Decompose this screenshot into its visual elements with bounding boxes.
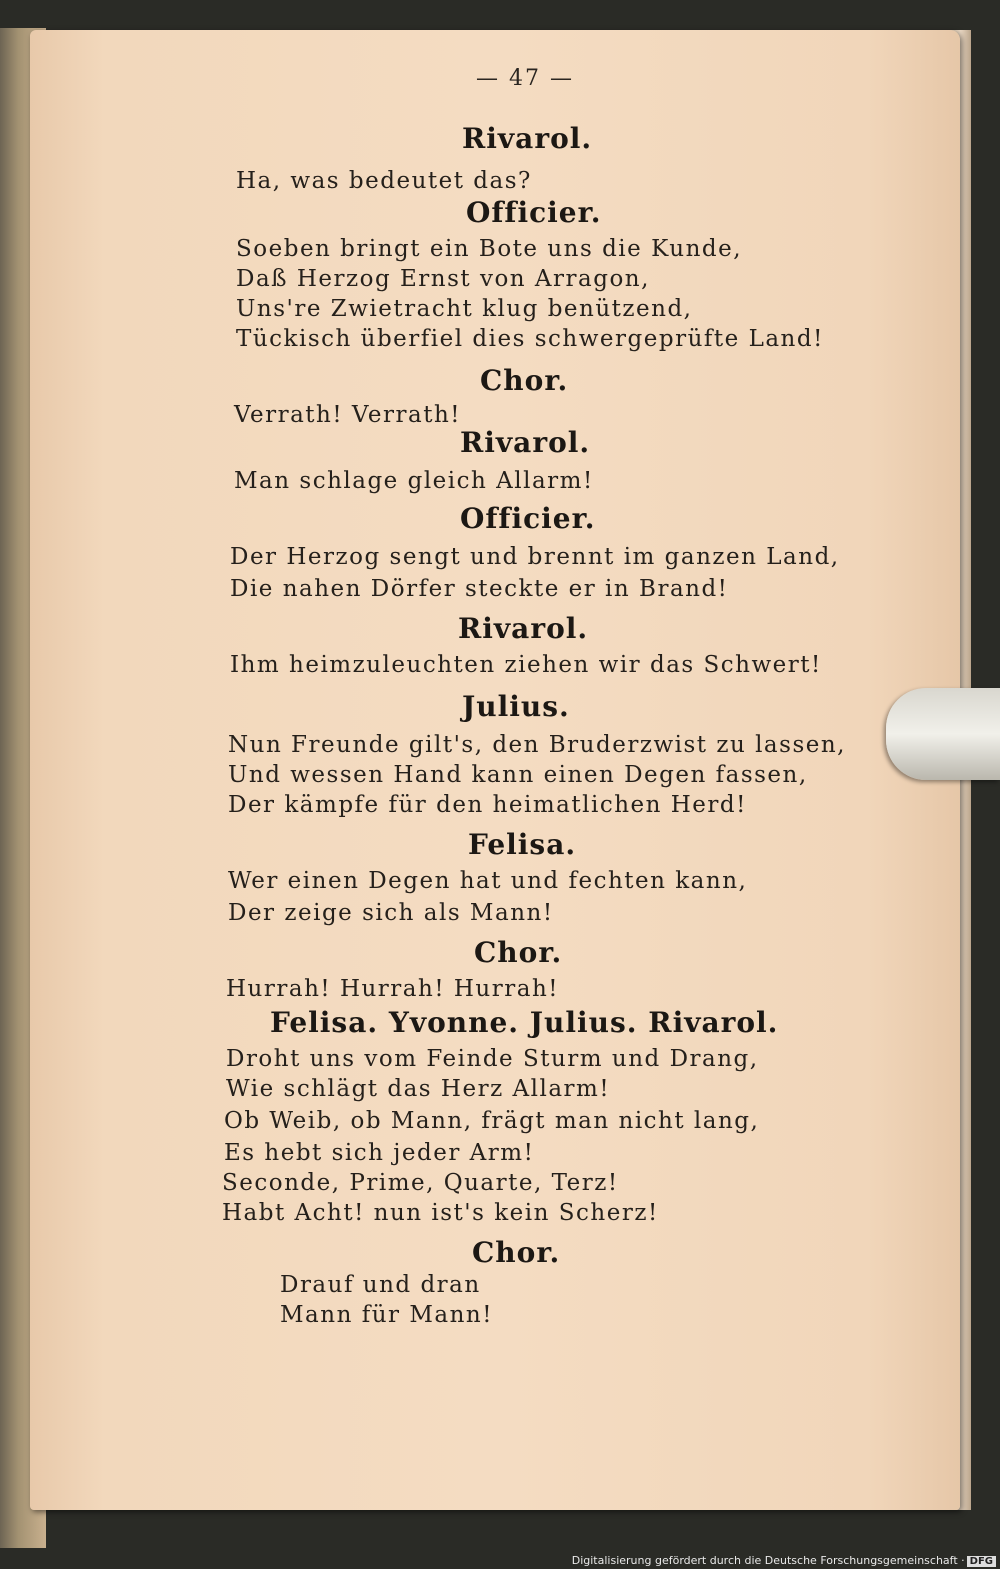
verse-line: Mann für Mann!: [280, 1302, 493, 1328]
speaker-heading: Officier.: [466, 196, 602, 229]
speaker-heading: Felisa.: [468, 828, 577, 861]
verse-line: Wer einen Degen hat und fechten kann,: [228, 868, 748, 894]
speaker-heading: Felisa. Yvonne. Julius. Rivarol.: [270, 1006, 779, 1039]
verse-line: Nun Freunde gilt's, den Bruderzwist zu lassen,: [228, 732, 846, 758]
credit-text: Digitalisierung gefördert durch die Deutsche Forschungsgemeinschaft ·: [571, 1554, 965, 1567]
verse-line: Es hebt sich jeder Arm!: [224, 1140, 535, 1166]
verse-line: Der Herzog sengt und brennt im ganzen Land,: [230, 544, 840, 570]
verse-line: Wie schlägt das Herz Allarm!: [226, 1076, 611, 1102]
verse-line: Die nahen Dörfer steckte er in Brand!: [230, 576, 729, 602]
verse-line: Man schlage gleich Allarm!: [234, 468, 594, 494]
digitization-credit: [572, 1554, 996, 1567]
verse-line: Drauf und dran: [280, 1272, 481, 1298]
verse-line: Ob Weib, ob Mann, frägt man nicht lang,: [224, 1108, 760, 1134]
verse-line: Ha, was bedeutet das?: [236, 168, 532, 194]
speaker-heading: Rivarol.: [458, 612, 589, 645]
verse-line: Daß Herzog Ernst von Arragon,: [236, 266, 650, 292]
speaker-heading: Julius.: [462, 690, 570, 723]
speaker-heading: Officier.: [460, 502, 596, 535]
speaker-heading: Chor.: [474, 936, 563, 969]
verse-line: Droht uns vom Feinde Sturm und Drang,: [226, 1046, 759, 1072]
speaker-heading: Chor.: [480, 364, 569, 397]
verse-line: Seconde, Prime, Quarte, Terz!: [222, 1170, 619, 1196]
page-clip-tab: [886, 688, 1000, 780]
verse-line: Der zeige sich als Mann!: [228, 900, 554, 926]
verse-line: Habt Acht! nun ist's kein Scherz!: [222, 1200, 659, 1226]
verse-line: Der kämpfe für den heimatlichen Herd!: [228, 792, 747, 818]
speaker-heading: Rivarol.: [462, 122, 593, 155]
verse-line: Uns're Zwietracht klug benützend,: [236, 296, 693, 322]
page-number: — 47 —: [476, 66, 574, 91]
verse-line: Verrath! Verrath!: [234, 402, 462, 428]
verse-line: Tückisch überfiel dies schwergeprüfte Land!: [236, 326, 824, 352]
dfg-logo: DFG: [967, 1556, 996, 1567]
speaker-heading: Chor.: [472, 1236, 561, 1269]
speaker-heading: Rivarol.: [460, 426, 591, 459]
verse-line: Ihm heimzuleuchten ziehen wir das Schwert!: [230, 652, 822, 678]
verse-line: Und wessen Hand kann einen Degen fassen,: [228, 762, 808, 788]
verse-line: Soeben bringt ein Bote uns die Kunde,: [236, 236, 743, 262]
verse-line: Hurrah! Hurrah! Hurrah!: [226, 976, 560, 1002]
